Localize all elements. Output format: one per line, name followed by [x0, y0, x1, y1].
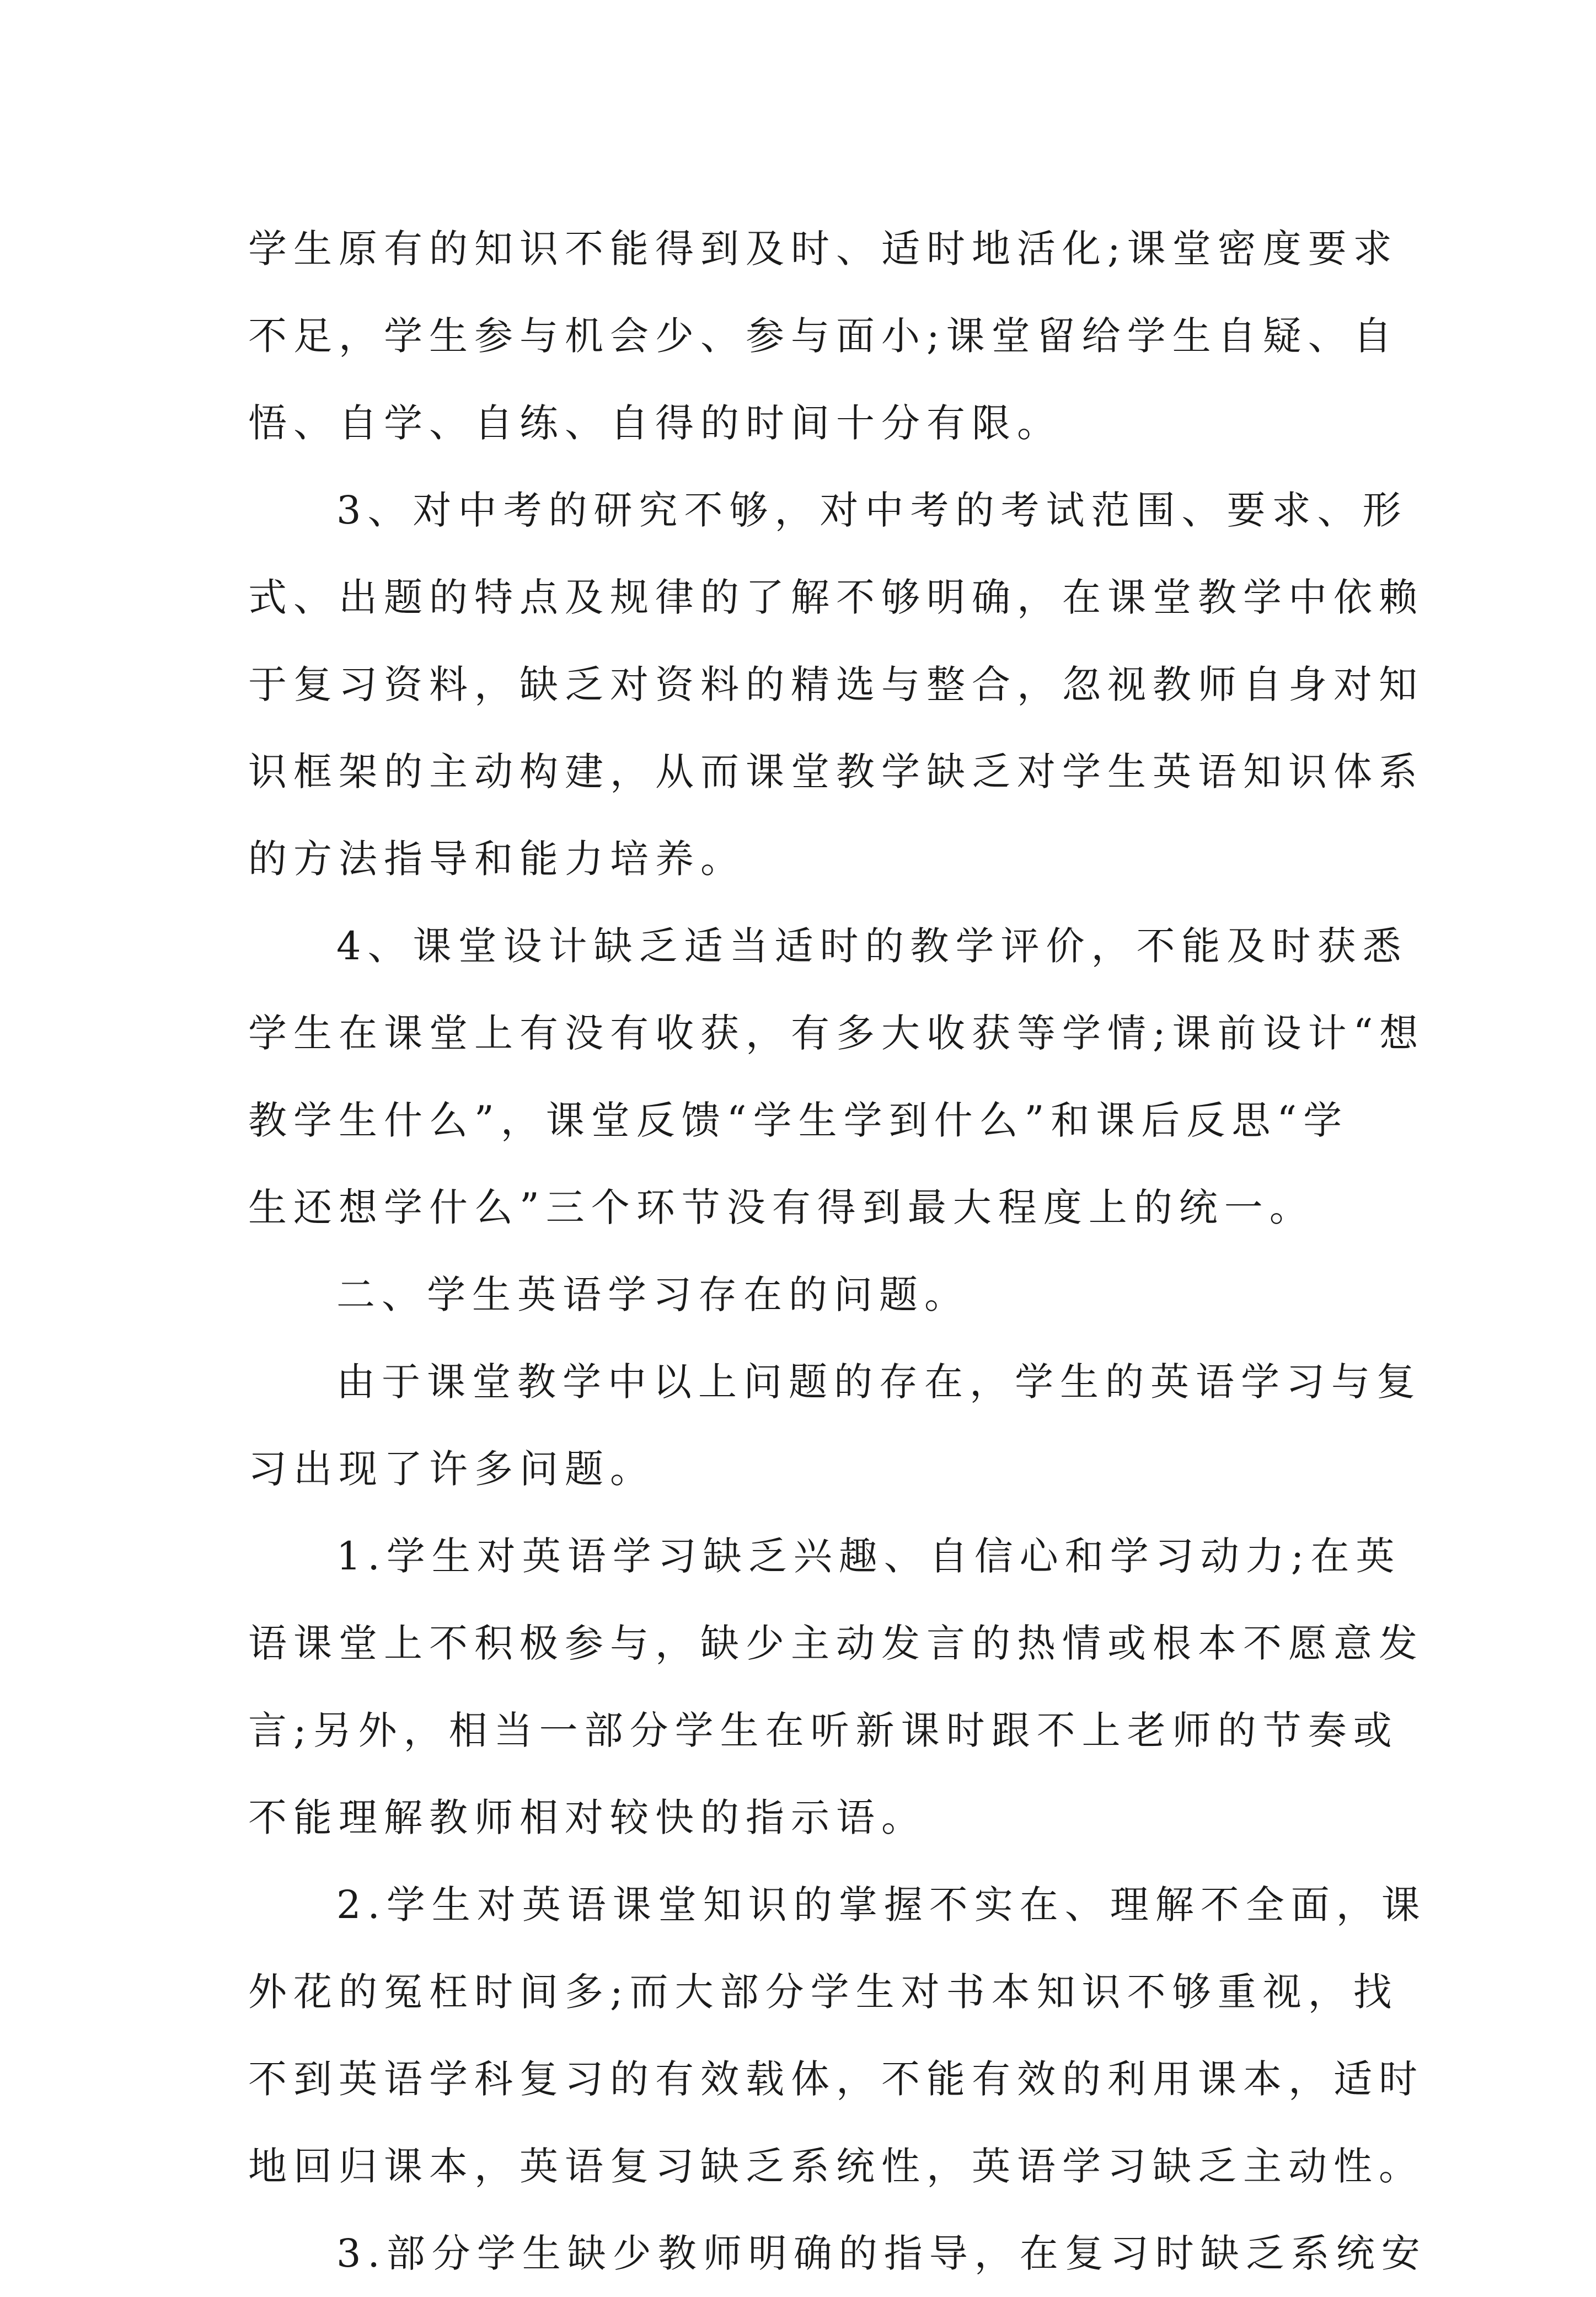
- text-line: 地回归课本，英语复习缺乏系统性，英语学习缺乏主动性。: [248, 2144, 1424, 2189]
- text-line: 不能理解教师相对较快的指示语。: [248, 1795, 926, 1840]
- text-line: 习出现了许多问题。: [248, 1446, 655, 1492]
- paragraph-start-line: 2.学生对英语课堂知识的掌握不实在、理解不全面，课: [336, 1882, 1427, 1927]
- section-heading: 二、学生英语学习存在的问题。: [336, 1272, 970, 1317]
- text-line: 不到英语学科复习的有效载体，不能有效的利用课本，适时: [248, 2056, 1424, 2102]
- text-line: 识框架的主动构建，从而课堂教学缺乏对学生英语知识体系: [248, 749, 1424, 794]
- text-line: 的方法指导和能力培养。: [248, 836, 746, 882]
- paragraph-start-line: 4、课堂设计缺乏适当适时的教学评价，不能及时获悉: [336, 923, 1408, 969]
- text-line: 式、出题的特点及规律的了解不够明确，在课堂教学中依赖: [248, 575, 1424, 620]
- paragraph-start-line: 1.学生对英语学习缺乏兴趣、自信心和学习动力;在英: [336, 1534, 1401, 1579]
- text-line: 不足，学生参与机会少、参与面小;课堂留给学生自疑、自: [248, 313, 1399, 359]
- text-line: 外花的冤枉时间多;而大部分学生对书本知识不够重视，找: [248, 1969, 1399, 2015]
- text-line: 于复习资料，缺乏对资料的精选与整合，忽视教师自身对知: [248, 662, 1424, 707]
- paragraph-start-line: 3.部分学生缺少教师明确的指导，在复习时缺乏系统安: [336, 2231, 1427, 2276]
- text-line: 学生在课堂上有没有收获，有多大收获等学情;课前设计“想: [248, 1011, 1425, 1056]
- paragraph-start-line: 由于课堂教学中以上问题的存在，学生的英语学习与复: [336, 1359, 1422, 1404]
- text-line: 教学生什么”，课堂反馈“学生学到什么”和课后反思“学: [248, 1098, 1349, 1143]
- body-text: [248, 205, 1427, 2297]
- text-line: 学生原有的知识不能得到及时、适时地活化;课堂密度要求: [248, 226, 1399, 271]
- text-line: 言;另外，相当一部分学生在听新课时跟不上老师的节奏或: [248, 1708, 1399, 1753]
- text-line: 语课堂上不积极参与，缺少主动发言的热情或根本不愿意发: [248, 1621, 1424, 1666]
- paragraph-start-line: 3、对中考的研究不够，对中考的考试范围、要求、形: [336, 488, 1408, 533]
- text-line: 悟、自学、自练、自得的时间十分有限。: [248, 400, 1062, 446]
- text-line: 生还想学什么”三个环节没有得到最大程度上的统一。: [248, 1185, 1315, 1230]
